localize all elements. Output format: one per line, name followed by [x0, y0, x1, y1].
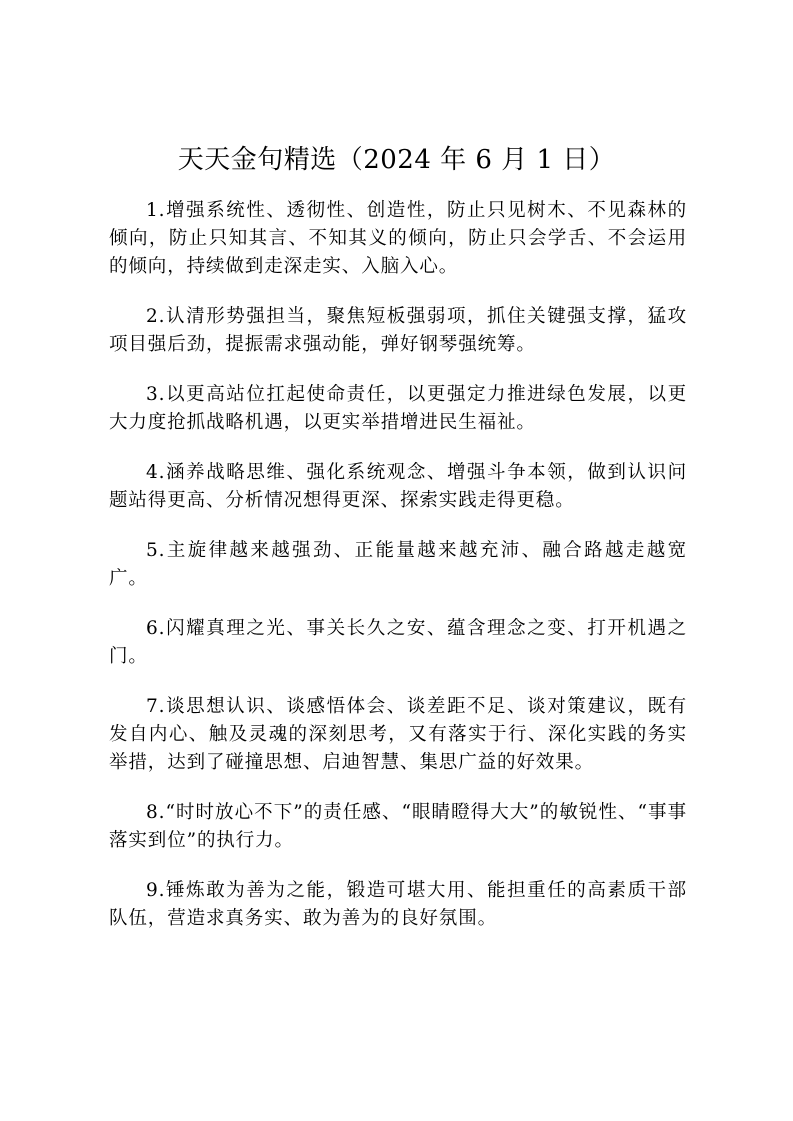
paragraph-9: 9.锤炼敢为善为之能，锻造可堪大用、能担重任的高素质干部队伍，营造求真务实、敢为善为的良好氛围。	[109, 880, 687, 929]
paragraph-6: 6.闪耀真理之光、事关长久之安、蕴含理念之变、打开机遇之门。	[109, 618, 687, 667]
page-title: 天天金句精选（2024 年 6 月 1 日）	[177, 145, 616, 175]
paragraph-2: 2.认清形势强担当，聚焦短板强弱项，抓住关键强支撑，猛攻项目强后劲，提振需求强动能，弹好钢琴强统筹。	[109, 306, 687, 355]
paragraph-5: 5.主旋律越来越强劲、正能量越来越充沛、融合路越走越宽广。	[109, 540, 687, 589]
paragraph-1: 1.增强系统性、透彻性、创造性，防止只见树木、不见森林的倾向，防止只知其言、不知其义的倾向，防止只会学舌、不会运用的倾向，持续做到走深走实、入脑入心。	[109, 200, 687, 277]
paragraph-3: 3.以更高站位扛起使命责任，以更强定力推进绿色发展，以更大力度抢抓战略机遇，以更实举措增进民生福祉。	[109, 384, 687, 433]
document-body	[109, 197, 687, 955]
paragraph-4: 4.涵养战略思维、强化系统观念、增强斗争本领，做到认识问题站得更高、分析情况想得更深、探索实践走得更稳。	[109, 462, 687, 511]
paragraph-7: 7.谈思想认识、谈感悟体会、谈差距不足、谈对策建议，既有发自内心、触及灵魂的深刻思考，又有落实于行、深化实践的务实举措，达到了碰撞思想、启迪智慧、集思广益的好效果。	[109, 696, 687, 773]
paragraph-8: 8.“时时放心不下”的责任感、“眼睛瞪得大大”的敏锐性、“事事落实到位”的执行力。	[109, 802, 687, 851]
